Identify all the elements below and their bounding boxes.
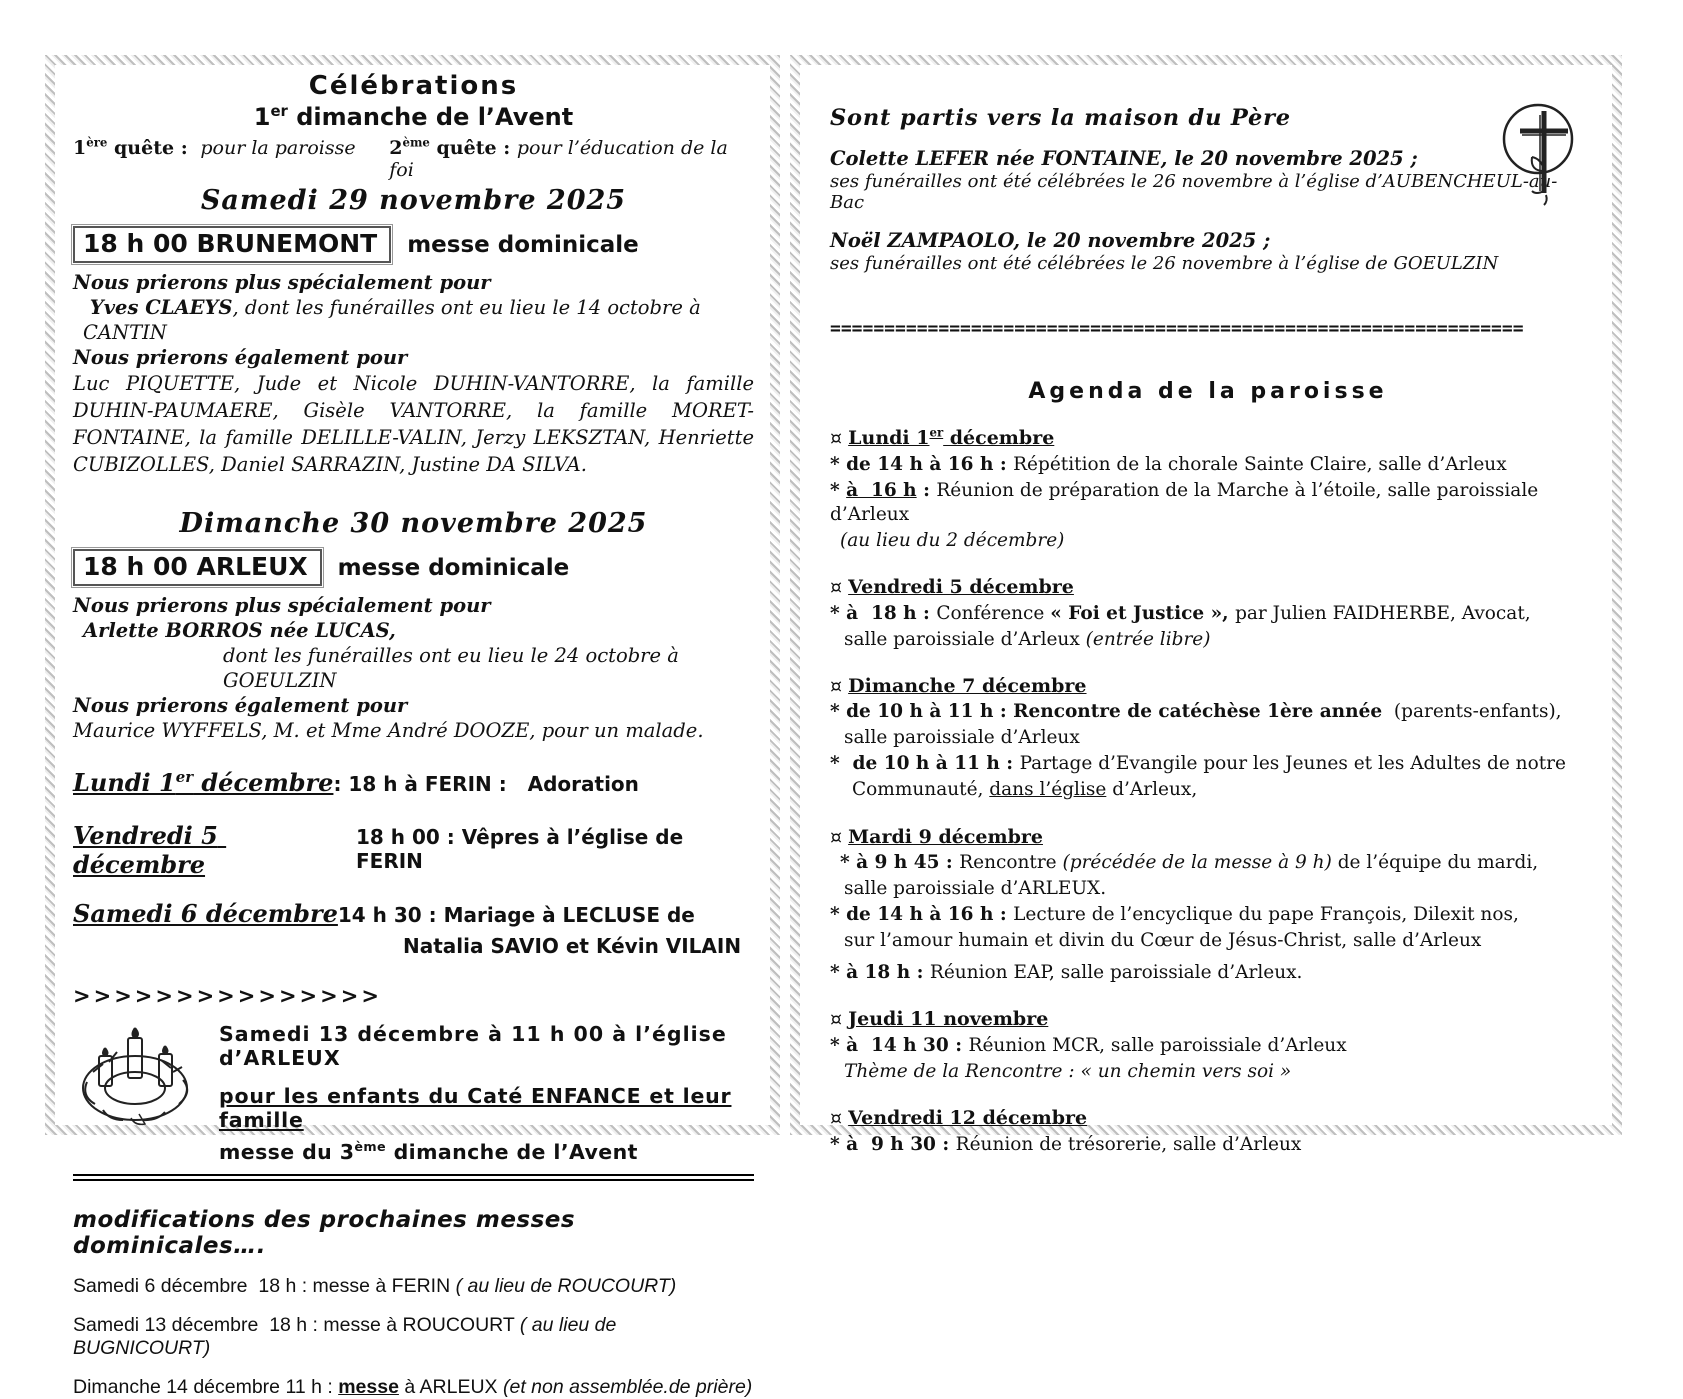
agenda-item	[830, 903, 1586, 927]
advent-wreath-image	[73, 1010, 201, 1128]
modification-item	[73, 1275, 754, 1298]
modifications-title: modifications des prochaines messes dominicales….	[73, 1207, 576, 1260]
agenda-day-header	[830, 825, 1586, 850]
text-run: Réunion de préparation de la Marche à l’étoile, salle paroissiale d’Arleux	[830, 479, 1545, 525]
text-run: Partage d’Evangile pour les Jeunes et les Adultes de notre	[1019, 753, 1566, 775]
text-run: * à 9 h 45 :	[840, 852, 960, 874]
agenda-day-header	[830, 575, 1586, 600]
sunday-time-place-box: 18 h 00 ARLEUX	[73, 549, 322, 586]
agenda-day-sunday7	[830, 674, 1586, 803]
intention-name: Arlette BORROS née LUCAS,	[83, 619, 396, 643]
text-run: * à 14 h 30 :	[830, 1035, 969, 1057]
equals-divider: ================================================================	[830, 318, 1524, 339]
text-run: * de 10 h à 11 h :	[830, 753, 1020, 775]
text-run: de l’équipe du mardi,	[1331, 852, 1539, 874]
sunday-mass-row	[73, 549, 754, 586]
celebrations-panel	[45, 55, 780, 1399]
saturday-intentions	[73, 271, 754, 478]
event-date	[73, 821, 356, 879]
text-run: Vendredi 12 décembre	[848, 1107, 1088, 1130]
text-run: ( au lieu de BUGNICOURT)	[73, 1314, 622, 1360]
agenda-item	[830, 752, 1586, 776]
text-run: Samedi 13 décembre 18 h : messe à ROUCOURT	[73, 1314, 520, 1337]
page-subtitle	[73, 103, 754, 131]
text-run: * de 14 h à 16 h :	[830, 453, 1014, 475]
text-run: « Foi et Justice »,	[1050, 602, 1236, 624]
page-title: Célébrations	[308, 71, 519, 101]
cate-announcement	[73, 1010, 754, 1164]
agenda-day-thursday11	[830, 1007, 1586, 1084]
text-run: ¤	[830, 575, 849, 598]
agenda-item-continuation	[830, 778, 1586, 802]
text-run: :	[916, 479, 937, 501]
modification-item	[73, 1314, 754, 1360]
text-run: * de 14 h à 16 h :	[830, 904, 1014, 926]
deceased-entry	[830, 229, 1586, 274]
text-run: Samedi 6 décembre	[73, 899, 338, 929]
text-run: (parents-enfants),	[1382, 701, 1562, 723]
agenda-day-header	[830, 674, 1586, 699]
deceased-entry	[830, 147, 1586, 213]
text-run: ¤	[830, 1008, 849, 1031]
text-run: Lundi 1	[73, 768, 176, 798]
modification-item	[73, 1376, 754, 1399]
text-run: Dimanche 14 décembre 11 h :	[73, 1376, 339, 1399]
text-run: ¤	[830, 674, 849, 697]
text-run: quête :	[107, 137, 195, 159]
agenda-item	[830, 961, 1586, 985]
text-run: * à 18 h :	[830, 962, 930, 984]
agenda-panel	[790, 55, 1622, 1155]
saturday-mass-row	[73, 226, 754, 263]
text-run: *	[830, 479, 847, 501]
second-collection	[389, 137, 754, 181]
text-run: ¤	[830, 1107, 849, 1130]
text-run: à ARLEUX	[398, 1376, 503, 1399]
text-run: Réunion MCR, salle paroissiale d’Arleux	[968, 1035, 1347, 1057]
text-run: quête :	[429, 137, 517, 159]
text-run: salle paroissiale d’Arleux	[844, 628, 1086, 650]
agenda-item	[830, 453, 1586, 477]
text-run: Réunion EAP, salle paroissiale d’Arleux.	[929, 962, 1303, 984]
agenda-item-note	[830, 529, 1586, 553]
text-run: Vendredi 5 décembre	[848, 575, 1074, 598]
text-run: Lundi 1	[848, 427, 930, 449]
text-run: pour l’éducation de la foi	[389, 137, 734, 181]
intention-label: Nous prierons plus spécialement pour	[73, 594, 491, 618]
text-run: ème	[402, 135, 430, 150]
deceased-funeral-detail: ses funérailles ont été célébrées le 26 novembre à l’église d’AUBENCHEUL-au-Bac	[830, 171, 1558, 213]
text-run: Répétition de la chorale Sainte Claire, salle d’Arleux	[1013, 453, 1507, 475]
agenda-item	[830, 479, 1586, 527]
double-rule-divider	[73, 1174, 754, 1181]
text-run: sur l’amour humain et divin du Cœur de Jésus-Christ, salle d’Arleux	[844, 930, 1482, 952]
agenda-item-continuation	[830, 929, 1586, 953]
agenda-item	[830, 851, 1586, 875]
sunday-mass-type: messe dominicale	[337, 554, 570, 581]
agenda-day-monday1	[830, 426, 1586, 553]
agenda-item-continuation	[830, 628, 1586, 652]
event-detail: : 18 h à FERIN : Adoration	[333, 772, 639, 797]
text-run: Lecture de l’encyclique du pape François, Dilexit nos,	[1013, 904, 1519, 926]
deceased-name: Noël ZAMPAOLO, le 20 novembre 2025 ;	[830, 229, 1271, 252]
agenda-day-friday5	[830, 575, 1586, 652]
event-date	[73, 899, 338, 928]
text-run: dimanche de l’Avent	[386, 1140, 638, 1165]
text-run: messe	[338, 1376, 399, 1399]
saturday-date-heading: Samedi 29 novembre 2025	[200, 185, 627, 216]
agenda-day-header	[830, 1106, 1586, 1131]
text-run: * de 10 h à 11 h : Rencontre de catéchèse 1ère année	[830, 701, 1383, 723]
text-run: 1	[73, 137, 87, 159]
text-run: ¤	[830, 825, 849, 848]
agenda-day-header	[830, 426, 1586, 451]
agenda-item-continuation	[830, 726, 1586, 750]
text-run: pour la paroisse	[194, 137, 356, 159]
text-run: , dont les funérailles ont eu lieu le 14 octobre à CANTIN	[83, 295, 707, 344]
intention-label: Nous prierons plus spécialement pour	[73, 271, 491, 294]
agenda-day-header	[830, 1007, 1586, 1032]
agenda-item-note	[830, 1060, 1586, 1084]
text-run: Vendredi 5 décembre	[73, 821, 227, 880]
agenda-day-tuesday9	[830, 825, 1586, 986]
intention-line	[73, 296, 754, 346]
intention-label: Nous prierons également pour	[73, 345, 408, 369]
intention-names: Luc PIQUETTE, Jude et Nicole DUHIN-VANTORRE, la famille DUHIN-PAUMAERE, Gisèle VANTORRE, la famille MORET-FONTAINE, la famille DELILLE-VALIN, Jerzy LEKSZTAN, Henriette CUBIZOLLES, Daniel SARRAZIN, Justine DA SILVA.	[73, 371, 754, 476]
text-run: Mardi 9 décembre	[848, 825, 1043, 848]
text-run: er	[270, 102, 288, 120]
text-run: salle paroissiale d’ARLEUX.	[844, 878, 1107, 900]
text-run: 1	[253, 103, 271, 131]
cross-icon	[1492, 99, 1584, 207]
event-row-monday	[73, 768, 754, 797]
text-run: Réunion de trésorerie, salle d’Arleux	[955, 1133, 1302, 1155]
text-run: ( au lieu de ROUCOURT)	[455, 1275, 677, 1298]
text-run: Communauté,	[852, 779, 990, 801]
event-date	[73, 768, 333, 797]
agenda-list	[830, 426, 1586, 1157]
text-run: Yves CLAEYS	[83, 295, 233, 319]
agenda-item	[830, 700, 1586, 724]
first-collection	[73, 137, 389, 181]
text-run: Rencontre	[959, 852, 1063, 874]
text-run: dimanche de l’Avent	[287, 103, 574, 131]
agenda-title: Agenda de la paroisse	[1028, 379, 1388, 404]
deceased-title: Sont partis vers la maison du Père	[830, 105, 1291, 131]
text-run: ère	[86, 135, 108, 150]
event-row-friday	[73, 821, 754, 879]
intention-label: Nous prierons également pour	[73, 694, 408, 718]
text-run: 2	[389, 137, 403, 159]
text-run: à 16 h	[846, 479, 917, 501]
agenda-item	[830, 1133, 1586, 1157]
agenda-item	[830, 602, 1586, 626]
text-run: er	[175, 768, 194, 787]
cate-audience-line: pour les enfants du Caté ENFANCE et leur famille	[219, 1084, 732, 1133]
intention-detail: dont les funérailles ont eu lieu le 24 octobre à GOEULZIN	[223, 644, 679, 693]
text-run: décembre	[193, 768, 334, 798]
text-run: (et non assemblée.de prière)	[502, 1376, 753, 1399]
text-run: dans l’église	[989, 779, 1107, 801]
agenda-day-friday12	[830, 1106, 1586, 1157]
text-run: décembre	[943, 427, 1055, 449]
event-detail-continuation: Natalia SAVIO et Kévin VILAIN	[403, 934, 742, 959]
text-run: Samedi 6 décembre 18 h : messe à FERIN	[73, 1275, 456, 1298]
intention-names: Maurice WYFFELS, M. et Mme André DOOZE, pour un malade.	[73, 719, 704, 743]
cate-text	[219, 1010, 754, 1164]
event-row-saturday6	[73, 899, 754, 928]
collection-row	[73, 137, 754, 181]
cate-mass-line	[219, 1140, 754, 1164]
text-run: (entrée libre)	[1085, 628, 1211, 650]
deceased-funeral-detail: ses funérailles ont été célébrées le 26 novembre à l’église de GOEULZIN	[830, 253, 1499, 274]
sunday-intentions	[73, 594, 754, 744]
text-run: ème	[354, 1139, 387, 1155]
event-detail: 14 h 30 : Mariage à LECLUSE de	[337, 903, 695, 928]
agenda-item	[830, 1034, 1586, 1058]
text-run: d’Arleux,	[1106, 779, 1198, 801]
text-run: * à 9 h 30 :	[830, 1133, 956, 1155]
arrows-decoration: >>>>>>>>>>>>>>>	[73, 984, 382, 1009]
agenda-item-continuation	[830, 877, 1586, 901]
text-run: Conférence	[936, 602, 1051, 624]
text-run: par Julien FAIDHERBE, Avocat,	[1235, 602, 1531, 624]
text-run: er	[929, 425, 944, 440]
text-run: messe du 3	[219, 1140, 355, 1165]
text-run: Thème de la Rencontre : « un chemin vers soi »	[844, 1061, 1292, 1083]
text-run: ¤	[830, 427, 849, 449]
deceased-header	[830, 105, 1586, 131]
text-run: salle paroissiale d’Arleux	[844, 727, 1080, 749]
cate-date-line: Samedi 13 décembre à 11 h 00 à l’église d’ARLEUX	[219, 1022, 727, 1071]
sunday-date-heading: Dimanche 30 novembre 2025	[179, 508, 648, 540]
text-run: * à 18 h :	[830, 602, 937, 624]
event-detail: 18 h 00 : Vêpres à l’église de FERIN	[356, 825, 684, 874]
deceased-name: Colette LEFER née FONTAINE, le 20 novembre 2025 ;	[830, 147, 1418, 170]
text-run: (au lieu du 2 décembre)	[840, 529, 1065, 551]
text-run: Jeudi 11 novembre	[848, 1008, 1049, 1031]
text-run: (précédée de la messe à 9 h)	[1062, 852, 1332, 874]
saturday-mass-type: messe dominicale	[407, 231, 639, 258]
text-run: Dimanche 7 décembre	[848, 674, 1087, 697]
saturday-time-place-box: 18 h 00 BRUNEMONT	[73, 226, 391, 263]
